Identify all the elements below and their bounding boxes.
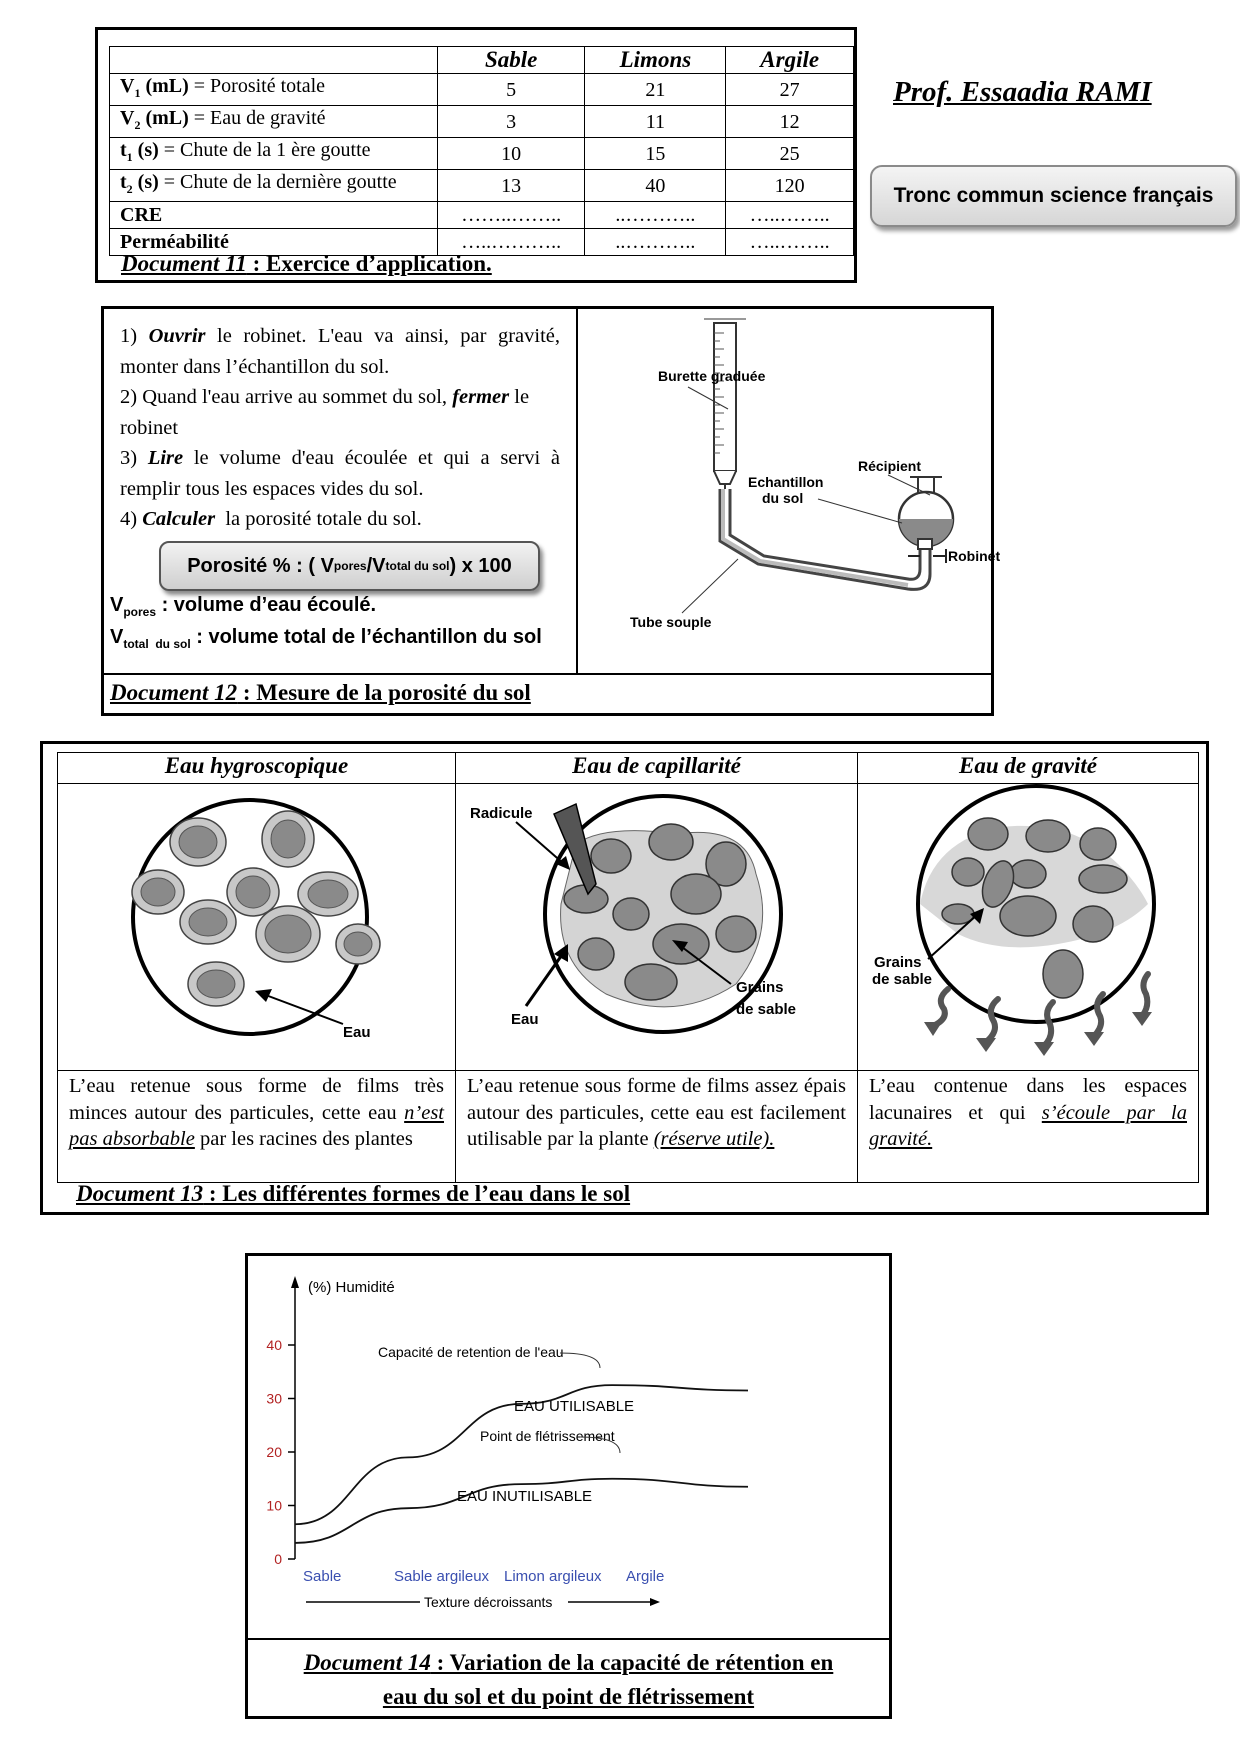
label-recipient: Récipient [858,458,922,474]
x-category-label: Limon argileux [504,1568,602,1585]
document-14 [245,1253,892,1719]
exercise-table [109,46,854,256]
x-category-label: Argile [626,1568,665,1585]
gravity-water-diagram [858,784,1197,1065]
porosity-formula: Porosité % : ( V pores /V total du sol ) x 100 [159,541,540,591]
text-capillarite: L’eau retenue sous forme de films assez épais autour des particules, cette eau est facilement utilisable par la plante (réserve utile). [456,1071,858,1183]
annotation-utilisable: EAU UTILISABLE [514,1398,635,1415]
x-category-label: Sable [303,1568,342,1585]
label-de-sable: de sable [872,971,933,988]
label-burette: Burette graduée [658,368,766,384]
y-tick-label: 0 [274,1551,282,1567]
y-axis-label: (%) Humidité [308,1279,395,1296]
label-tube-souple: Tube souple [630,614,712,630]
label-eau: Eau [511,1011,539,1028]
label-de-sable: de sable [736,1001,797,1018]
def-vpores: $V_{pores}$ : volume d’eau écoulé. [110,594,377,619]
document-11 [95,27,857,283]
procedure-steps: 1) Ouvrir le robinet. L'eau va ainsi, par gravité, monter dans l’échantillon du sol. 2) Quand l'eau arrive au sommet du sol, fermer le robinet 3) Lire le volume d'eau écoulée et qui a servi à remplir tous les espaces vides du sol. 4) Calculer la porosité totale du sol. [120,325,561,530]
water-forms-table [57,752,1199,1183]
table-row: $V_1$ (mL) = Porosité totale 5 21 27 [110,74,854,106]
document-13-caption: Document 13 : Les différentes formes de l’eau dans le sol [76,1181,631,1206]
header-capillarite: Eau de capillarité [456,753,858,784]
table-row: $V_2$ (mL) = Eau de gravité 3 11 12 [110,106,854,138]
y-tick-label: 10 [266,1497,282,1514]
level-badge: Tronc commun science français [870,165,1237,227]
x-category-label: Sable argileux [394,1568,490,1585]
y-tick-label: 30 [266,1390,282,1407]
author-name: Prof. Essaadia RAMI [893,76,1152,108]
burette-apparatus-diagram [578,309,1001,671]
annotation-inutilisable: EAU INUTILISABLE [457,1488,593,1505]
document-11-caption: Document 11 : Exercice d’application. [121,251,492,276]
capillary-water-diagram [456,784,856,1065]
hygroscopic-water-diagram [58,784,454,1065]
col-limons: Limons [585,47,726,74]
def-vtotal: $V_{total du sol}$ : volume total de l’échantillon du sol [110,626,542,651]
table-row: Perméabilité …..……….. ..……….. …..…….. [110,229,854,256]
y-tick-label: 20 [266,1444,282,1460]
document-14-caption: Document 14 : Variation de la capacité de rétention en eau du sol et du point de flétrissement [303,1650,834,1709]
label-eau: Eau [343,1024,371,1041]
table-row: $t_2$ (s) = Chute de la dernière goutte 13 40 120 [110,170,854,202]
retention-chart [248,1256,889,1636]
y-tick-label: 40 [266,1337,282,1353]
y-axis-arrow [291,1276,299,1288]
label-robinet: Robinet [948,548,1001,564]
label-du-sol: du sol [762,490,804,506]
header-gravite: Eau de gravité [858,753,1199,784]
document-12 [101,306,1001,716]
col-sable: Sable [437,47,585,74]
series-label-1: Capacité de retention de l'eau [378,1344,564,1360]
text-hygroscopique: L’eau retenue sous forme de films très minces autour des particules, cette eau n’est pas absorbable par les racines des plantes [58,1071,456,1183]
document-12-caption: Document 12 : Mesure de la porosité du sol [110,680,531,705]
text-gravite: L’eau contenue dans les espaces lacunaires et qui s’écoule par la gravité. [858,1071,1199,1183]
label-echantillon: Echantillon [748,474,824,490]
document-13 [40,741,1209,1215]
label-radicule: Radicule [470,805,533,822]
label-grains: Grains [874,954,922,971]
label-grains: Grains [736,979,784,996]
table-row: CRE ……..…….. ..……….. …..…….. [110,202,854,229]
series-label-2: Point de flétrissement [480,1428,615,1444]
x-axis-label: Texture décroissants [424,1594,553,1610]
col-argile: Argile [726,47,854,74]
series-leader-1 [560,1353,600,1368]
header-hygroscopique: Eau hygroscopique [58,753,456,784]
table-row: $t_1$ (s) = Chute de la 1 ère goutte 10 15 25 [110,138,854,170]
x-axis-arrow-head [650,1598,660,1606]
